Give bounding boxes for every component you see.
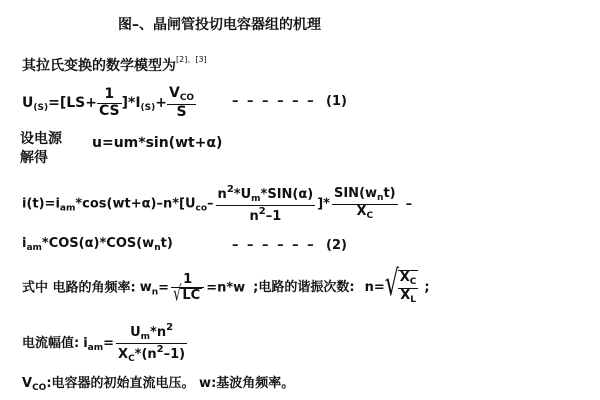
eq1-open: =[LS+ [48,95,97,112]
eq1-mid: ]*I [121,95,141,112]
harmonic-sqrt [384,264,419,306]
equation-2 [22,184,412,224]
wn-symbol: w [139,280,152,296]
eq2b-end: t) [160,236,173,251]
sqrt-icon: √ [173,283,182,308]
sqrt-icon: √ [384,264,399,305]
eq2-frac2-num: $SIN(w_nt)$ [333,185,396,203]
iam-symbol: i [83,335,88,351]
eq1-frac1-den: CS [98,102,120,119]
angular-frequency-label: 式中 电路的角频率: [22,280,136,296]
eq2-frac1-den: $n^2-1$ [216,205,316,224]
iam-frac-num: $U_m*n^2$ [130,322,174,342]
reference-marker: [2]、[3] [176,55,207,64]
eq2-number: (2) [326,238,347,253]
eq2b-wn-sub: n [154,243,161,253]
eq2-frac1-num: $n^2*U_m*SIN(\alpha)$ [217,184,314,204]
source-equation: u=um*sin(wt+α) [92,135,223,151]
eq2-part-2: *cos(wt+α)–n*[U [75,196,196,212]
eq2-part-1-sub: am [59,203,76,214]
harmonic-semicolon: ; [424,280,430,296]
footer-definitions [22,372,294,393]
set-source-label: 设电源 [20,131,62,147]
footer-text: :电容器的初始直流电压。 w:基波角频率。 [46,376,295,391]
vco-sub: CO [32,383,47,393]
current-amplitude-line [22,322,187,365]
eq2-part-4: ]* [317,196,330,212]
eq1-dashes: – – – – – – [232,94,316,109]
wn-equals: = [158,280,170,296]
eq2-part-3: – [207,196,214,212]
eq1-number: (1) [326,94,347,109]
iam-equals: = [103,335,115,351]
solve-label: 解得 [20,150,48,166]
harmonic-fraction: $\frac{X_C}{X_L}$ [399,270,417,305]
eq1-U-sub: (S) [33,103,49,114]
eq1-frac1-num: 1 [104,86,115,103]
current-amplitude-label: 电流幅值: [22,335,80,351]
eq1-plus: + [155,95,167,112]
eq1-I-sub: (S) [140,103,156,114]
eq1-U: U [22,95,34,112]
iam-frac-den: $X_C*(n^2-1)$ [118,343,186,364]
eq2-frac2-den: $X_C$ [332,204,398,222]
eq2-part-5: – [405,196,413,212]
eq2-fraction-2 [332,187,398,222]
equation-1 [22,86,196,120]
wn-fraction [171,271,204,308]
eq2-dashes: – – – – – – [232,238,316,253]
eq1-frac2-num: $V_{CO}$ [168,85,195,103]
eq2-part-1: i(t)=i [22,196,60,212]
eq2b-i-sub: am [26,243,42,253]
eq1-fraction-2 [167,86,196,120]
intro-text: 其拉氏变换的数学模型为 [22,58,176,74]
iam-sub: am [87,342,104,353]
equation-2-continued [22,236,173,253]
page-title: 图–、晶闸管投切电容器组的机理 [118,17,321,33]
wn-frac-num: 1 [183,271,193,287]
eq2b-i: i [22,236,27,251]
angular-frequency-line [22,264,430,308]
eq2-part-2-sub: co [195,203,208,214]
wn-frac-den: √LC [171,287,204,303]
harmonic-order-label: ;电路的谐振次数: [253,280,355,296]
eq2-fraction-1 [216,184,316,224]
eq1-frac2-den: S [167,104,196,120]
eq1-fraction-1 [97,87,122,119]
vco-symbol: V [22,376,33,391]
intro-line [22,54,207,75]
iam-fraction [116,322,187,365]
eq2b-cos: *COS(α)*COS(w [41,236,155,251]
wn-sub: n [151,287,159,298]
harmonic-n-equals: n= [364,280,385,296]
wn-post: =n*w [206,280,246,296]
